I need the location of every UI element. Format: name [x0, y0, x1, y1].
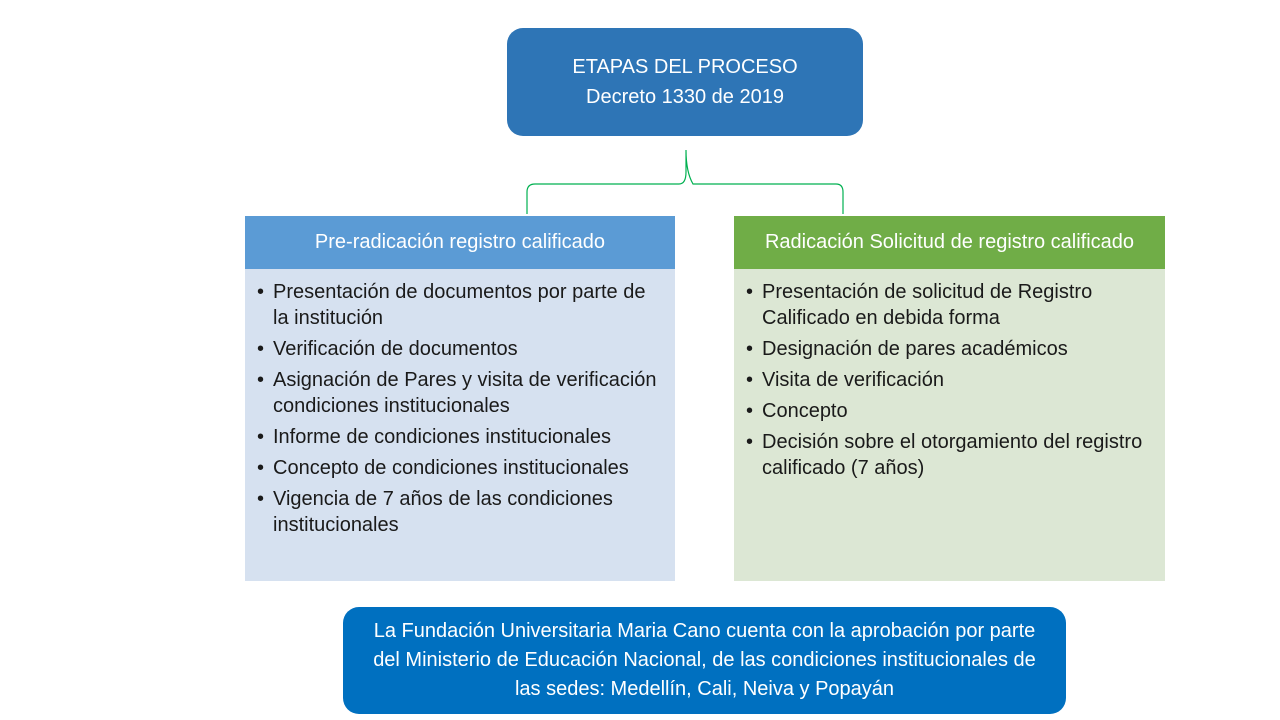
list-item: • Presentación de solicitud de Registro Calificado en debida forma	[746, 279, 1153, 331]
approval-note-text: La Fundación Universitaria Maria Cano cuenta con la aprobación por parte del Ministerio de Educación Nacional, de las condiciones institucionales de las sedes: Medellín, Cali, Neiva y Popayán	[373, 620, 1036, 700]
registration-request-panel	[734, 269, 1165, 581]
pre-registration-header	[245, 216, 675, 269]
registration-request-header	[734, 216, 1165, 269]
pre-registration-title: Pre-radicación registro calificado	[314, 231, 606, 253]
list-item: • Informe de condiciones institucionales	[257, 424, 663, 450]
list-item: • Concepto	[746, 398, 1153, 424]
list-item: • Decisión sobre el otorgamiento del registro calificado (7 años)	[746, 429, 1153, 481]
process-stages-box	[507, 28, 863, 136]
decree-subtitle: Decreto 1330 de 2019	[586, 86, 784, 108]
process-stages-title: ETAPAS DEL PROCESO	[572, 56, 798, 78]
registration-request-title: Radicación Solicitud de registro calificado	[764, 231, 1135, 253]
list-item: • Vigencia de 7 años de las condiciones institucionales	[257, 486, 663, 538]
pre-registration-list	[257, 279, 663, 538]
list-item: • Designación de pares académicos	[746, 336, 1153, 362]
brace-connector-path	[527, 150, 843, 214]
approval-note-box	[343, 607, 1066, 714]
list-item: • Visita de verificación	[746, 367, 1153, 393]
pre-registration-panel	[245, 269, 675, 581]
list-item: • Verificación de documentos	[257, 336, 663, 362]
list-item: • Concepto de condiciones institucionales	[257, 455, 663, 481]
list-item: • Asignación de Pares y visita de verificación condiciones institucionales	[257, 367, 663, 419]
registration-request-list	[746, 279, 1153, 481]
list-item: • Presentación de documentos por parte de la institución	[257, 279, 663, 331]
